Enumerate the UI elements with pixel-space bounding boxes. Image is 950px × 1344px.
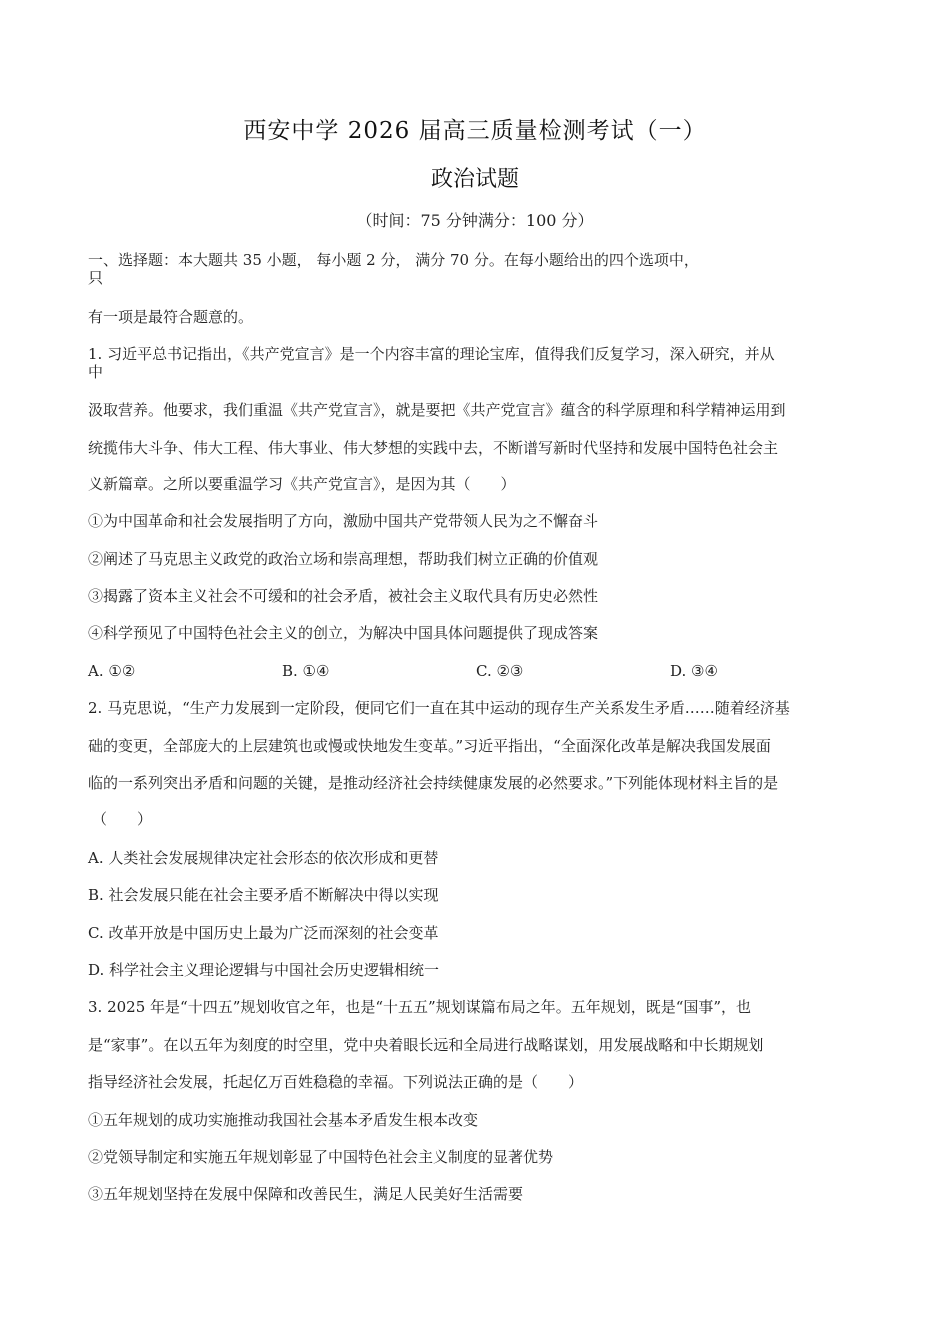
q2-stem-line: 临的一系列突出矛盾和问题的关键，是推动经济社会持续健康发展的必然要求。”下列能体现材料主旨的是	[88, 774, 779, 792]
q1-item: ③揭露了资本主义社会不可缓和的社会矛盾，被社会主义取代具有历史必然性	[88, 587, 599, 605]
q2-option-c: C. 改革开放是中国历史上最为广泛而深刻的社会变革	[88, 924, 439, 942]
q3-item: ②党领导制定和实施五年规划彰显了中国特色社会主义制度的显著优势	[88, 1148, 554, 1166]
q1-stem-line: 义新篇章。之所以要重温学习《共产党宣言》，是因为其（ ）	[88, 475, 516, 493]
q1-stem-wrap: 中	[88, 363, 104, 381]
q2-stem-line: 2. 马克思说，“生产力发展到一定阶段，便同它们一直在其中运动的现存生产关系发生矛盾……随着经济基	[88, 699, 790, 717]
q1-stem-line: 统揽伟大斗争、伟大工程、伟大事业、伟大梦想的实践中去，不断谱写新时代坚持和发展中国特色社会主	[88, 439, 779, 457]
q3-stem-line: 指导经济社会发展，托起亿万百姓稳稳的幸福。下列说法正确的是（ ）	[88, 1073, 584, 1091]
q2-option-a: A. 人类社会发展规律决定社会形态的依次形成和更替	[88, 849, 439, 867]
q2-option-d: D. 科学社会主义理论逻辑与中国社会历史逻辑相统一	[88, 961, 440, 979]
q1-option-d: D. ③④	[670, 662, 718, 680]
q3-stem-line: 3. 2025 年是“十四五”规划收官之年，也是“十五五”规划谋篇布局之年。五年规划，既是“国事”，也	[88, 998, 752, 1016]
q1-option-b: B. ①④	[282, 662, 330, 680]
exam-meta: （时间：75 分钟满分：100 分）	[356, 211, 594, 230]
section-instruction-line: 一、选择题：本大题共 35 小题， 每小题 2 分， 满分 70 分。在每小题给出的四个选项中，	[88, 251, 699, 269]
q1-stem-line: 汲取营养。他要求，我们重温《共产党宣言》，就是要把《共产党宣言》蕴含的科学原理和科学精神运用到	[88, 401, 786, 419]
q1-item: ①为中国革命和社会发展指明了方向，激励中国共产党带领人民为之不懈奋斗	[88, 512, 599, 530]
q1-item: ②阐述了马克思主义政党的政治立场和崇高理想，帮助我们树立正确的价值观	[88, 550, 599, 568]
q1-stem-line: 1. 习近平总书记指出，《共产党宣言》是一个内容丰富的理论宝库，值得我们反复学习，深入研究，并从	[88, 345, 775, 363]
q2-option-b: B. 社会发展只能在社会主要矛盾不断解决中得以实现	[88, 886, 439, 904]
exam-subtitle: 政治试题	[430, 167, 519, 192]
q1-option-c: C. ②③	[476, 662, 524, 680]
q2-stem-line: （ ）	[92, 810, 153, 828]
q1-item: ④科学预见了中国特色社会主义的创立，为解决中国具体问题提供了现成答案	[88, 624, 599, 642]
q1-option-a: A. ①②	[88, 662, 136, 680]
q2-stem-line: 础的变更，全部庞大的上层建筑也或慢或快地发生变革。”习近平指出，“全面深化改革是解决我国发展面	[88, 737, 771, 755]
section-instruction-wrap: 只	[88, 269, 104, 287]
section-instruction-line: 有一项是最符合题意的。	[88, 308, 254, 326]
q3-item: ①五年规划的成功实施推动我国社会基本矛盾发生根本改变	[88, 1111, 479, 1129]
exam-title: 西安中学 2026 届高三质量检测考试（一）	[243, 118, 707, 144]
q3-item: ③五年规划坚持在发展中保障和改善民生，满足人民美好生活需要	[88, 1185, 524, 1203]
q3-stem-line: 是“家事”。在以五年为刻度的时空里，党中央着眼长远和全局进行战略谋划，用发展战略和中长期规划	[88, 1036, 764, 1054]
